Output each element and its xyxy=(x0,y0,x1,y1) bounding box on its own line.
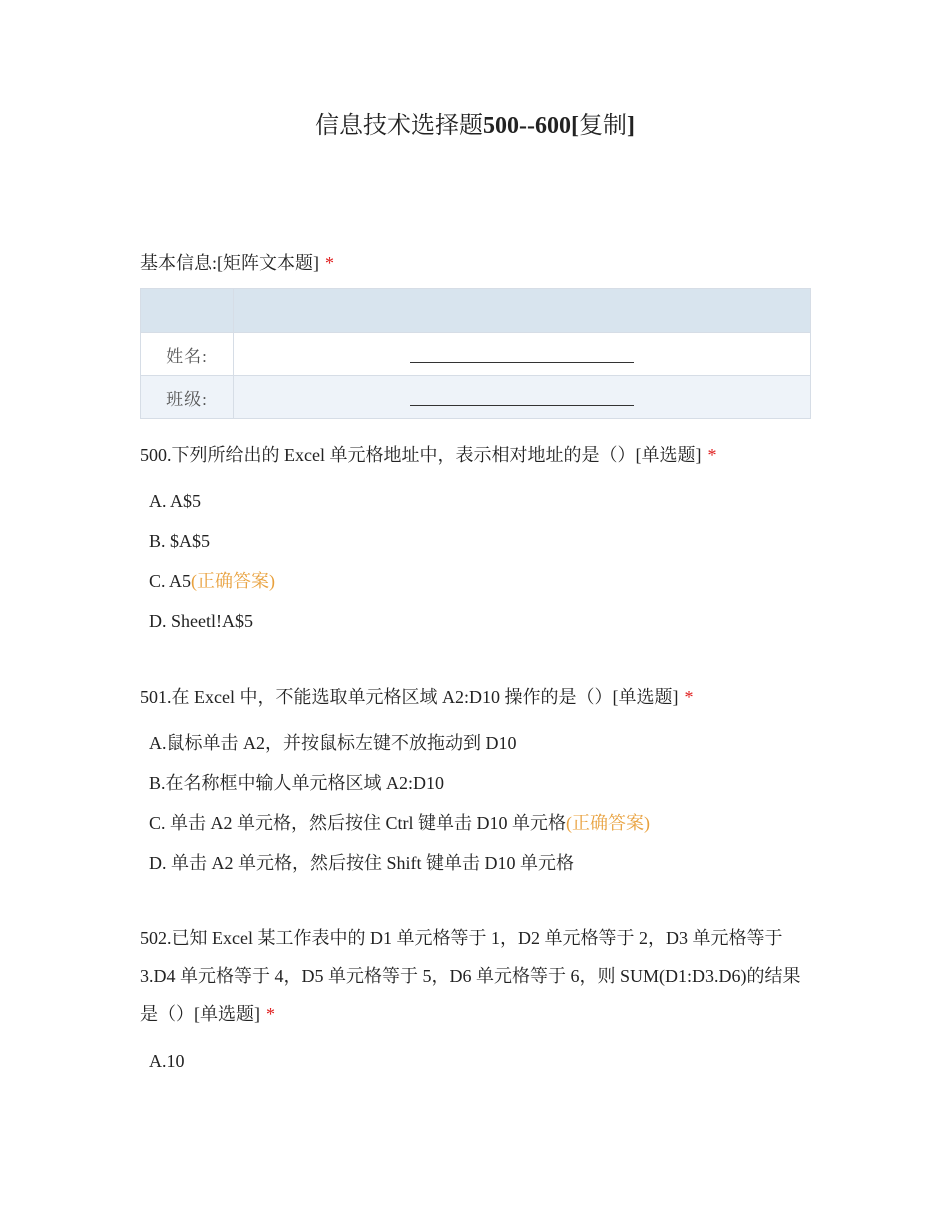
title-copy-tag: 复制 xyxy=(578,113,627,139)
matrix-row-name xyxy=(141,333,811,376)
option-text: C. A5 xyxy=(149,571,192,591)
name-label: 姓名: xyxy=(141,333,234,376)
question-text: 500.下列所给出的 Excel 单元格地址中，表示相对地址的是（）[单选题] xyxy=(140,445,702,465)
question-500 xyxy=(140,436,810,474)
question-text: 502.已知 Excel 某工作表中的 D1 单元格等于 1，D2 单元格等于 2，D3 单元格等于 3.D4 单元格等于 4，D5 单元格等于 5，D6 单元格等于 6，则 SUM(D1:D3.D6)的结果是（）[单选题] xyxy=(140,928,801,1024)
required-marker: * xyxy=(266,1004,275,1024)
required-marker: * xyxy=(325,253,334,273)
option-text: D. Sheetl!A$5 xyxy=(149,611,253,631)
question-501 xyxy=(140,678,810,716)
question-502 xyxy=(140,919,810,1033)
basic-info-matrix xyxy=(140,288,811,419)
option-text: A.鼠标单击 A2，并按鼠标左键不放拖动到 D10 xyxy=(149,733,517,753)
option-text: B. $A$5 xyxy=(149,531,211,551)
option-500-a[interactable] xyxy=(149,488,201,514)
option-text: C. 单击 A2 单元格，然后按住 Ctrl 键单击 D10 单元格 xyxy=(149,813,567,833)
option-501-b[interactable] xyxy=(149,770,444,796)
title-close-bracket: ] xyxy=(626,113,635,139)
name-input[interactable] xyxy=(234,333,811,376)
question-text: 501.在 Excel 中，不能选取单元格区域 A2:D10 操作的是（）[单选题] xyxy=(140,687,679,707)
option-500-b[interactable] xyxy=(149,528,210,554)
required-marker: * xyxy=(707,445,717,465)
option-text: D. 单击 A2 单元格，然后按住 Shift 键单击 D10 单元格 xyxy=(149,853,575,873)
basic-info-label xyxy=(140,250,334,276)
option-501-a[interactable] xyxy=(149,730,517,756)
correct-answer-tag: (正确答案) xyxy=(191,571,276,591)
page-title xyxy=(0,108,950,144)
option-501-c[interactable] xyxy=(149,810,650,836)
required-marker: * xyxy=(684,687,694,707)
title-prefix: 信息技术选择题 xyxy=(315,113,483,139)
matrix-row-class xyxy=(141,376,811,419)
class-label: 班级: xyxy=(141,376,234,419)
option-text: A. A$5 xyxy=(149,491,202,511)
title-range: 500--600[ xyxy=(483,113,579,139)
matrix-header-cell xyxy=(234,289,811,333)
name-blank-line xyxy=(410,348,634,363)
option-500-d[interactable] xyxy=(149,608,253,634)
option-502-a[interactable] xyxy=(149,1048,185,1074)
option-500-c[interactable] xyxy=(149,568,275,594)
option-501-d[interactable] xyxy=(149,850,574,876)
option-text: A.10 xyxy=(149,1051,185,1071)
correct-answer-tag: (正确答案) xyxy=(566,813,651,833)
matrix-header-corner xyxy=(141,289,234,333)
class-blank-line xyxy=(410,391,634,406)
matrix-header-row xyxy=(141,289,811,333)
option-text: B.在名称框中输人单元格区域 A2:D10 xyxy=(149,773,445,793)
basic-info-label-text: 基本信息:[矩阵文本题] xyxy=(140,253,319,273)
class-input[interactable] xyxy=(234,376,811,419)
